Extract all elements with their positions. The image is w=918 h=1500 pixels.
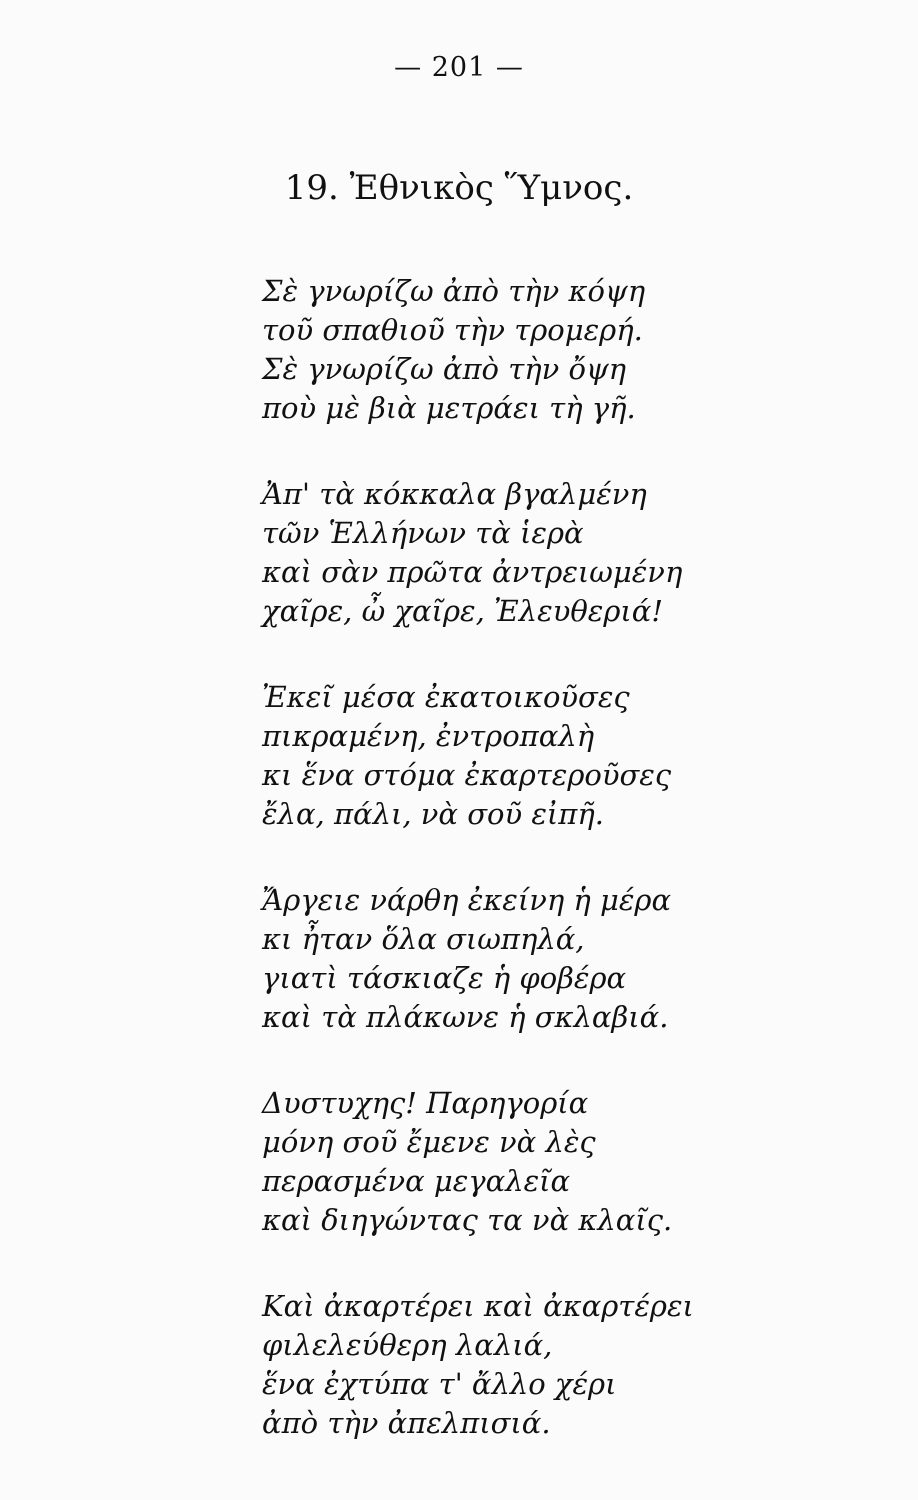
poem-line: ἔλα, πάλι, νὰ σοῦ εἰπῆ. [262,797,604,831]
stanza-2 [262,475,862,631]
poem-line: Δυστυχης! Παρηγορία [262,1086,589,1120]
poem-body [262,272,862,1490]
poem-line: καὶ διηγώντας τα νὰ κλαῖς. [262,1203,673,1237]
stanza-6 [262,1287,862,1443]
poem-line: Καὶ ἀκαρτέρει καὶ ἀκαρτέρει [262,1289,694,1323]
poem-line: κι ἕνα στόμα ἐκαρτεροῦσες [262,758,672,792]
poem-line: φιλελεύθερη λαλιά, [262,1328,553,1362]
poem-line: περασμένα μεγαλεῖα [262,1164,571,1198]
page-number: — 201 — [394,52,524,83]
poem-title: 19. Ἐθνικὸς Ὕμνος. [284,168,634,208]
poem-line: τῶν Ἑλλήνων τὰ ἱερὰ [262,516,584,550]
poem-line: πικραμένη, ἐντροπαλὴ [262,719,595,753]
poem-line: Ἀπ' τὰ κόκκαλα βγαλμένη [262,477,647,511]
poem-line: γιατὶ τάσκιαζε ἡ φοβέρα [262,961,627,995]
stanza-1 [262,272,862,428]
poem-line: Σὲ γνωρίζω ἀπὸ τὴν κόψη [262,274,646,308]
poem-line: ἕνα ἐχτύπα τ' ἄλλο χέρι [262,1367,617,1401]
poem-line: καὶ σὰν πρῶτα ἀντρειωμένη [262,555,683,589]
poem-line: ἀπὸ τὴν ἀπελπισιά. [262,1406,551,1440]
stanza-5 [262,1084,862,1240]
poem-line: Σὲ γνωρίζω ἀπὸ τὴν ὄψη [262,352,627,386]
poem-line: μόνη σοῦ ἔμενε νὰ λὲς [262,1125,596,1159]
poem-line: ποὺ μὲ βιὰ μετράει τὴ γῆ. [262,391,636,425]
poem-line: κι ἦταν ὅλα σιωπηλά, [262,922,585,956]
poem-line: Ἄργειε νάρθη ἐκείνη ἡ μέρα [262,883,672,917]
poem-line: τοῦ σπαθιοῦ τὴν τρομερή. [262,313,643,347]
stanza-4 [262,881,862,1037]
poem-line: Ἐκεῖ μέσα ἐκατοικοῦσες [262,680,630,714]
poem-line: καὶ τὰ πλάκωνε ἡ σκλαβιά. [262,1000,669,1034]
stanza-3 [262,678,862,834]
poem-line: χαῖρε, ὦ χαῖρε, Ἐλευθεριά! [262,594,664,628]
